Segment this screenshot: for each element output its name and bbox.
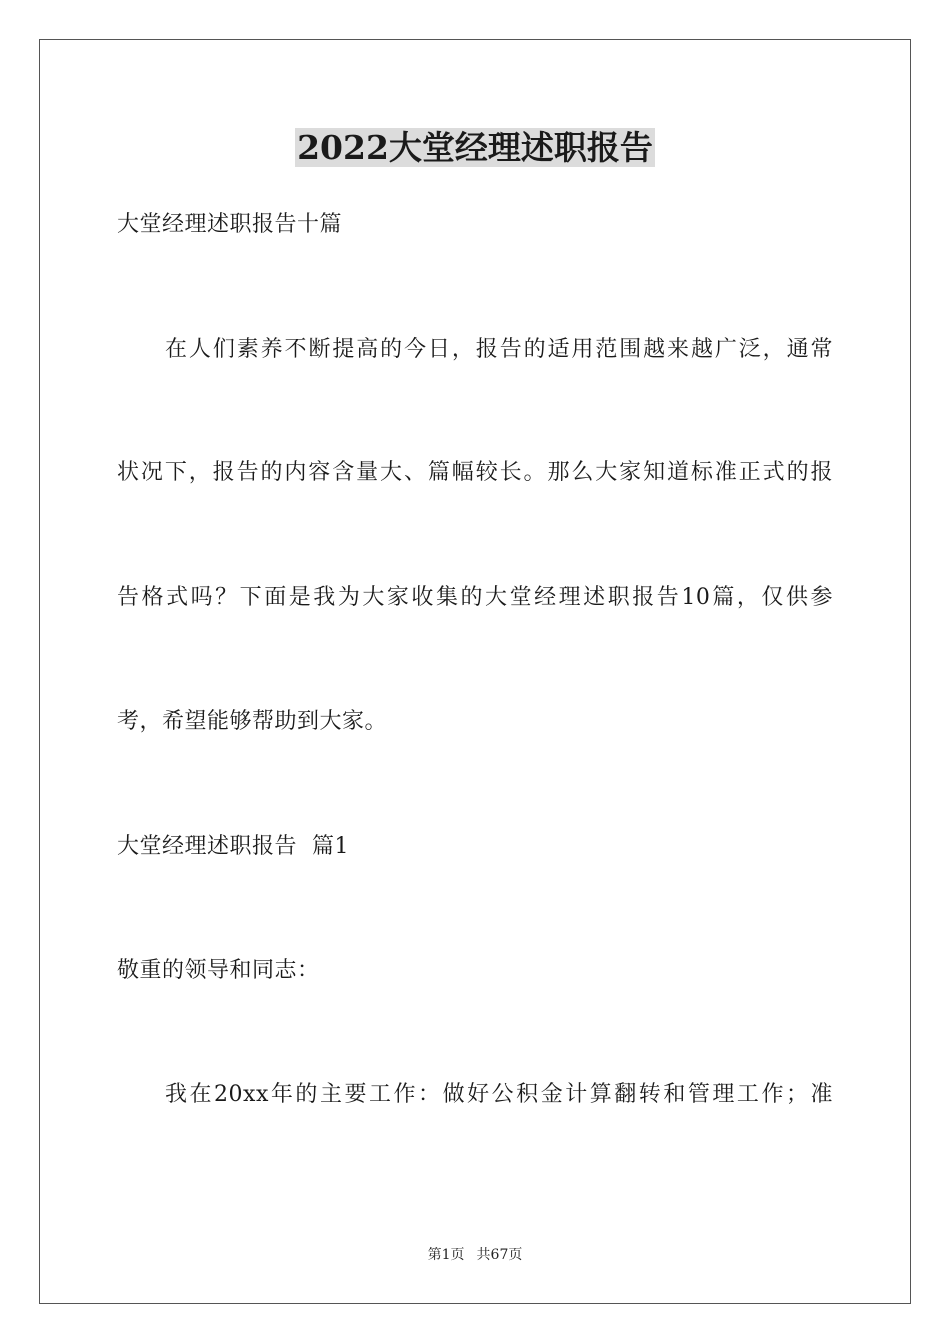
document-title xyxy=(0,126,950,170)
section-heading: 大堂经理述职报告 篇1 xyxy=(117,834,349,859)
paragraph-line: 考，希望能够帮助到大家。 xyxy=(117,709,388,734)
page-footer xyxy=(0,1245,950,1265)
paragraph-line: 在人们素养不断提高的今日，报告的适用范围越来越广泛，通常 xyxy=(165,337,833,362)
paragraph-line: 状况下，报告的内容含量大、篇幅较长。那么大家知道标准正式的报 xyxy=(117,460,833,485)
page-number: 第1页 xyxy=(427,1247,465,1263)
paragraph-line: 我在20xx年的主要工作：做好公积金计算翻转和管理工作；准 xyxy=(165,1082,833,1107)
document-title-text: 2022大堂经理述职报告 xyxy=(297,128,653,167)
salutation: 敬重的领导和同志： xyxy=(117,958,320,983)
page-total: 共67页 xyxy=(476,1247,523,1263)
paragraph-line: 告格式吗？下面是我为大家收集的大堂经理述职报告10篇，仅供参 xyxy=(117,585,833,610)
document-subtitle: 大堂经理述职报告十篇 xyxy=(117,212,343,237)
